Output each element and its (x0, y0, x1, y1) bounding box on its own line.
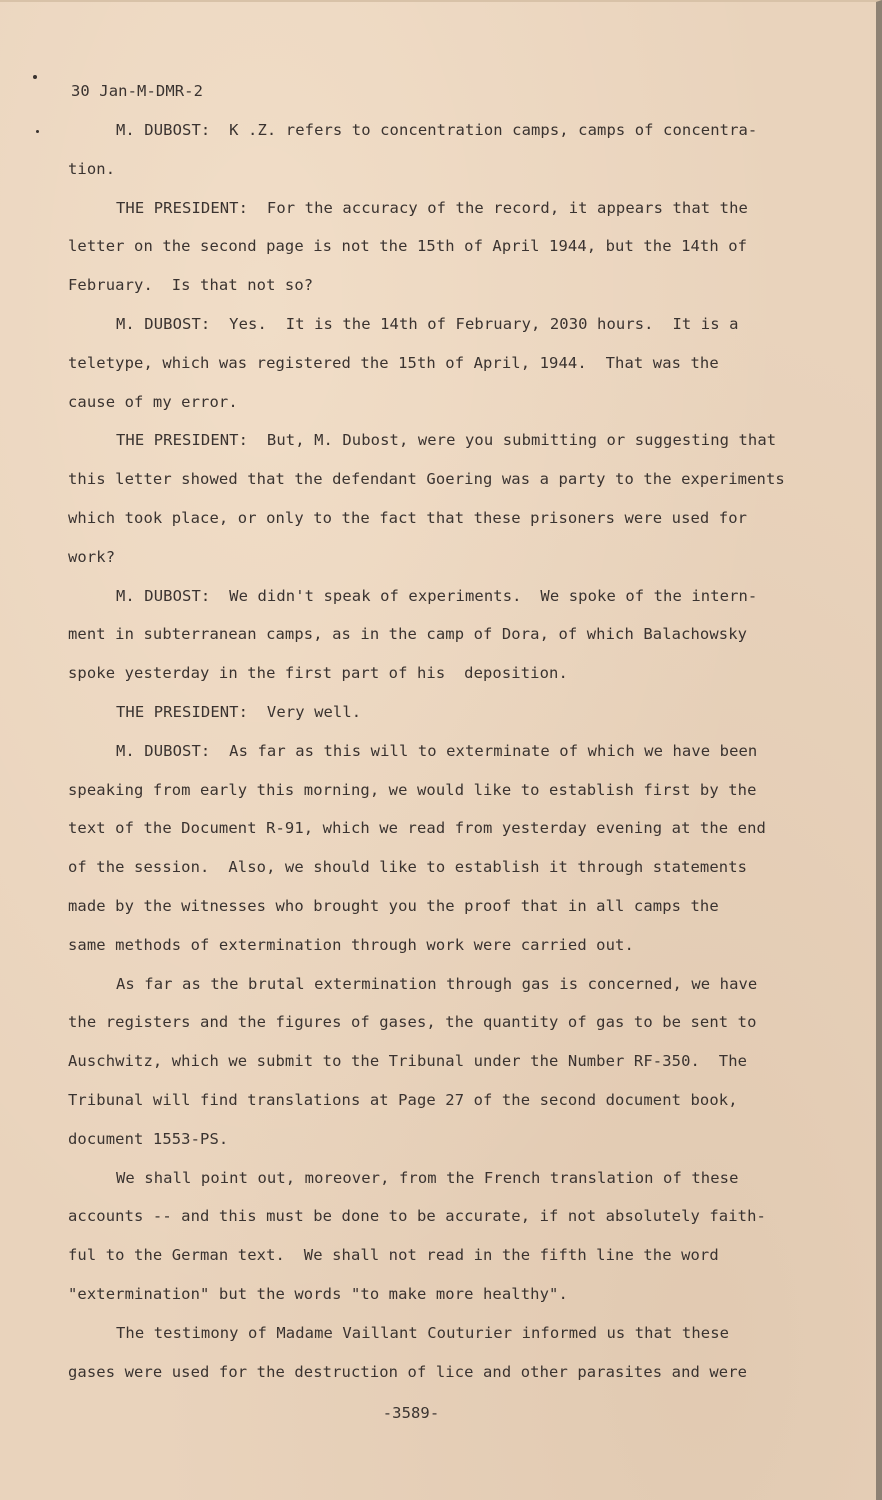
margin-dot (36, 130, 39, 133)
text-line: The testimony of Madame Vaillant Couturier informed us that these (116, 1323, 730, 1342)
text-line: accounts -- and this must be done to be accurate, if not absolutely faith- (68, 1207, 766, 1226)
text-line: "extermination" but the words "to make more healthy". (68, 1284, 568, 1303)
document-reference: 30 Jan-M-DMR-2 (71, 82, 204, 100)
text-line: THE PRESIDENT: Very well. (116, 702, 362, 721)
text-line: text of the Document R-91, which we read from yesterday evening at the end (68, 819, 766, 838)
text-line: the registers and the figures of gases, the quantity of gas to be sent to (68, 1013, 757, 1032)
document-body (68, 111, 808, 1391)
text-line: February. Is that not so? (68, 276, 314, 295)
text-line: We shall point out, moreover, from the French translation of these (116, 1168, 739, 1187)
text-line: Auschwitz, which we submit to the Tribunal under the Number RF-350. The (68, 1052, 748, 1071)
text-line: speaking from early this morning, we would like to establish first by the (68, 780, 757, 799)
text-line: Tribunal will find translations at Page 27 of the second document book, (68, 1090, 738, 1109)
text-line: work? (68, 547, 116, 566)
text-line: M. DUBOST: Yes. It is the 14th of February, 2030 hours. It is a (116, 314, 739, 333)
text-line: document 1553-PS. (68, 1129, 229, 1148)
text-line: M. DUBOST: We didn't speak of experiments. We spoke of the intern- (116, 586, 758, 605)
text-line: which took place, or only to the fact that these prisoners were used for (68, 508, 748, 527)
text-line: As far as the brutal extermination through gas is concerned, we have (116, 974, 758, 993)
text-line: letter on the second page is not the 15th of April 1944, but the 14th of (68, 237, 748, 256)
text-line: ment in subterranean camps, as in the camp of Dora, of which Balachowsky (68, 625, 748, 644)
margin-dot (33, 75, 37, 79)
text-line: cause of my error. (68, 392, 238, 411)
text-line: of the session. Also, we should like to establish it through statements (68, 858, 748, 877)
text-line: M. DUBOST: As far as this will to exterminate of which we have been (116, 741, 758, 760)
text-line: this letter showed that the defendant Goering was a party to the experiments (68, 470, 785, 489)
text-line: gases were used for the destruction of lice and other parasites and were (68, 1362, 748, 1381)
page-number: -3589- (382, 1404, 440, 1422)
text-line: M. DUBOST: K .Z. refers to concentration camps, camps of concentra- (116, 121, 758, 139)
text-line: THE PRESIDENT: For the accuracy of the record, it appears that the (116, 198, 748, 217)
text-line: spoke yesterday in the first part of his deposition. (68, 664, 568, 683)
text-line: THE PRESIDENT: But, M. Dubost, were you submitting or suggesting that (116, 431, 777, 450)
text-line: teletype, which was registered the 15th of April, 1944. That was the (68, 353, 719, 372)
text-line: made by the witnesses who brought you the proof that in all camps the (68, 896, 719, 915)
text-line: tion. (68, 159, 116, 178)
text-line: ful to the German text. We shall not read in the fifth line the word (68, 1246, 719, 1265)
text-line: same methods of extermination through work were carried out. (68, 935, 634, 954)
